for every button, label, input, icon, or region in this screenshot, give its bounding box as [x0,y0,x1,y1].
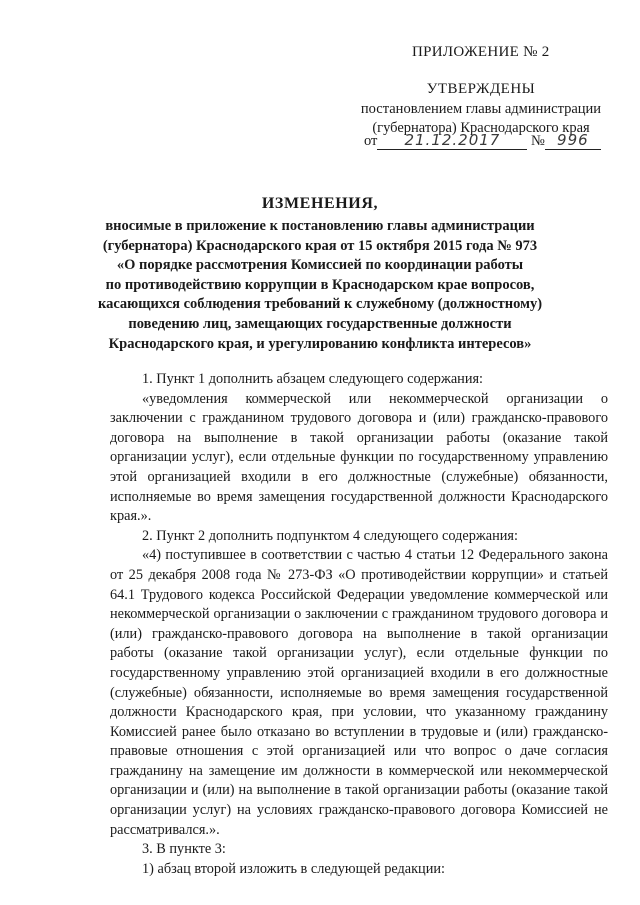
approved-line-1: постановлением главы администрации [360,101,602,117]
document-heading [90,195,550,354]
approved-title: УТВЕРЖДЕНЫ [426,81,536,97]
body-paragraph: «4) поступившее в соответствии с частью 4 статьи 12 Федерального закона от 25 декабря 2008 года № 273-ФЗ «О противодействии коррупции» и статьей 64.1 Трудового кодекса Российской Федерации уведомление коммерческой или некоммерческой организации о заключении с гражданином трудового договора и (или) гражданско-правового договора на выполнение в такой организации работы (оказание такой организации услуг), если отдельные функции по государственному управлению этой организацией входили в его должностные (служебные) обязанности, исполняемые во время замещения государственной должности Краснодарского края, при условии, что указанному гражданину Комиссией ранее было отказано во вступлении в трудовые и (или) гражданско-правовые отношения с этой организацией или что вопрос о даче согласия гражданину на замещение им должности в коммерческой или некоммерческой организации и (или) на выполнение в такой организации работы (оказание такой организации услуг) на условиях гражданско-правового договора Комиссией не рассматривался.». [110,547,608,838]
date-number-row [364,131,601,150]
heading-line: Краснодарского края, и урегулированию конфликта интересов» [108,335,532,352]
heading-line: (губернатора) Краснодарского края от 15 октября 2015 года № 973 [102,237,538,254]
body-paragraph: 1) абзац второй изложить в следующей редакции: [142,860,445,877]
body-paragraph: 3. В пункте 3: [142,841,226,858]
number-label: № [531,133,545,149]
handwritten-date: 21.12.2017 [377,131,527,150]
heading-line: поведению лиц, замещающих государственные должности [128,315,512,332]
body-paragraph: 1. Пункт 1 дополнить абзацем следующего содержания: [142,371,484,387]
body-paragraph: «уведомления коммерческой или некоммерческой организации о заключении с гражданином трудового договора и (или) гражданско-правового договора на выполнение в такой организации работы (оказание такой организации услуг), если отдельные функции по государственному управлению этой организацией входили в его должностные (служебные) обязанности, исполняемые во время замещения государственной должности Краснодарского края.». [110,390,608,525]
approved-line-2: (губернатора) Краснодарского края [372,120,590,136]
heading-line: «О порядке рассмотрения Комиссией по координации работы [116,257,524,274]
approval-block [350,80,612,138]
from-label: от [364,133,378,149]
heading-line: по противодействию коррупции в Краснодарском крае вопросов, [105,276,535,293]
handwritten-number: 996 [545,131,601,150]
document-body [110,370,608,879]
heading-title: ИЗМЕНЕНИЯ, [261,195,379,212]
heading-line: касающихся соблюдения требований к служебному (должностному) [97,296,543,313]
body-paragraph: 2. Пункт 2 дополнить подпунктом 4 следующего содержания: [142,527,518,544]
heading-line: вносимые в приложение к постановлению главы администрации [105,218,535,234]
appendix-label: ПРИЛОЖЕНИЕ № 2 [412,44,550,60]
